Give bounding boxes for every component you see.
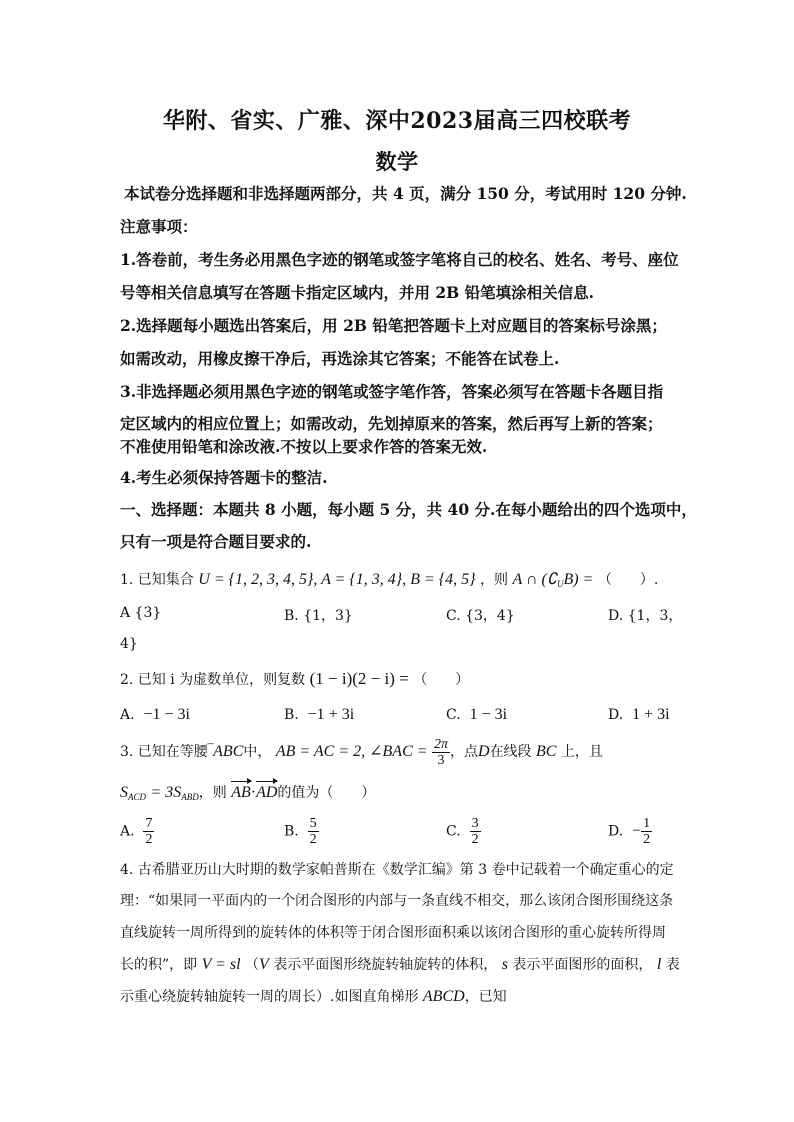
q3-frac-den: 3 xyxy=(437,752,445,768)
q1-option-a: A {3} xyxy=(120,605,162,621)
q3-d-den: 2 xyxy=(643,832,651,847)
q3-a-num: 7 xyxy=(145,816,153,831)
q2-text: 2. 已知 i 为虚数单位，则复数 xyxy=(120,672,306,688)
q1-expr-end: B) = xyxy=(563,571,594,588)
q1-option-d-cont: 4} xyxy=(120,636,138,652)
notice-heading: 注意事项： xyxy=(120,217,198,236)
q3-text5: 上，且 xyxy=(560,744,603,760)
q3-triangle: ‾ABC xyxy=(207,743,244,760)
q3-d-label: D. xyxy=(608,823,624,840)
notice-3c: 不准使用铅笔和涂改液.不按以上要求作答的答案无效. xyxy=(120,437,488,456)
q4-line-2: 理：“如果同一平面内的一个闭合图形的内部与一条直线不相交，那么该闭合图形围绕这条 xyxy=(120,893,674,909)
intro-line: 本试卷分选择题和非选择题两部分，共 4 页，满分 150 分，考试用时 120 分钟. xyxy=(124,184,687,203)
q3-eq: = 3S xyxy=(150,784,182,801)
q3-d-sign: − xyxy=(632,822,642,840)
q3-a-den: 2 xyxy=(145,832,153,847)
q3-s1-sub: ACD xyxy=(128,792,146,802)
q3-text: 3. 已知在等腰 xyxy=(120,744,208,760)
q4-l4d: 表示平面图形的面积， xyxy=(512,957,653,973)
q4-s: s xyxy=(501,956,508,973)
q4-line-3: 直线旋转一周所得到的旋转体的体积等于闭合图形面积乘以该闭合图形的重心旋转所得周 xyxy=(120,925,666,941)
notice-2b: 如需改动，用橡皮擦干净后，再选涂其它答案；不能答在试卷上. xyxy=(120,349,560,368)
q3-dot: · xyxy=(250,784,257,801)
q3-text3: ，点 xyxy=(450,744,478,760)
q3-condition: AB = AC = 2, ∠BAC = xyxy=(275,743,428,760)
question-1 xyxy=(120,569,680,595)
q4-l4e: 表 xyxy=(665,957,680,973)
q3-then: ，则 xyxy=(198,785,227,801)
q3-text2: 中， xyxy=(243,744,272,760)
q3-vector-ad: AD xyxy=(256,782,277,804)
q3-c-fraction xyxy=(470,816,481,847)
q3-b-fraction xyxy=(308,816,319,847)
q3-point: D xyxy=(478,743,490,760)
q3-c-den: 2 xyxy=(471,832,479,847)
q4-l4b: （ xyxy=(245,957,260,973)
q1-expr-sub: U xyxy=(557,579,564,589)
q3-d-num: 1 xyxy=(643,816,651,831)
question-3 xyxy=(120,734,680,770)
notice-2a: 2.选择题每小题选出答案后，用 2B 铅笔把答题卡上对应题目的答案标号涂黑； xyxy=(120,316,667,335)
q3-d-fraction xyxy=(641,816,652,847)
q1-option-d: D. {1，3， xyxy=(608,608,683,624)
q4-l4a: 长的积”，即 xyxy=(120,957,198,973)
q3-b-num: 5 xyxy=(309,816,317,831)
exam-title: 华附、省实、广雅、深中2023届高三四校联考 xyxy=(162,108,632,134)
section-heading-b: 只有一项是符合题目要求的. xyxy=(120,532,312,551)
q2-option-b-value: −1 + 3i xyxy=(307,706,355,723)
q3-angle-fraction xyxy=(432,737,450,768)
q3-vector-ab: AB xyxy=(231,782,251,804)
q3-a-label: A. xyxy=(120,823,135,840)
q4-l: l xyxy=(656,956,662,973)
q3-a-fraction xyxy=(143,816,154,847)
q4-line-5 xyxy=(120,986,680,1008)
q3-c-label: C. xyxy=(446,823,461,840)
section-heading-a: 一、选择题：本题共 8 小题，每小题 5 分，共 40 分.在每小题给出的四个选项中， xyxy=(120,500,697,519)
q2-expr: (1 − i)(2 − i) = xyxy=(309,669,409,688)
q2-option-a-value: −1 − 3i xyxy=(143,706,190,723)
q3-b-label: B. xyxy=(284,823,299,840)
q4-line-4 xyxy=(120,954,680,976)
subject-title: 数学 xyxy=(375,149,419,174)
q1-prefix: 1. 已知集合 xyxy=(120,572,194,588)
q3-option-d xyxy=(608,816,652,847)
question-2 xyxy=(120,668,680,691)
q4-l5a: 示重心绕旋转轴旋转一周的周长）.如图直角梯形 xyxy=(120,989,419,1005)
q3-text4: 在线段 xyxy=(489,744,532,760)
q2-option-a-label: A. xyxy=(120,707,135,723)
q2-option-c xyxy=(446,706,507,724)
q4-line-1: 4. 古希腊亚历山大时期的数学家帕普斯在《数学汇编》第 3 卷中记载着一个确定重心的定 xyxy=(120,862,674,878)
q1-blank: （ ）. xyxy=(597,572,659,588)
q2-option-d-value: 1 + 3i xyxy=(632,706,670,723)
notice-3b: 定区域内的相应位置上；如需改动，先划掉原来的答案，然后再写上新的答案； xyxy=(120,414,663,433)
q2-option-b xyxy=(284,706,354,724)
notice-1b: 号等相关信息填写在答题卡指定区域内，并用 2B 铅笔填涂相关信息. xyxy=(120,283,595,302)
question-3-line2 xyxy=(120,782,680,808)
q4-l4c: 表示平面图形绕旋转轴旋转的体积， xyxy=(273,957,498,973)
notice-1a: 1.答卷前，考生务必用黑色字迹的钢笔或签字笔将自己的校名、姓名、考号、座位 xyxy=(120,250,679,269)
q3-b-den: 2 xyxy=(309,832,317,847)
q1-sets: U = {1, 2, 3, 4, 5}, A = {1, 3, 4}, B = {4, 5} xyxy=(198,571,476,588)
q2-option-c-label: C. xyxy=(446,707,461,723)
q3-line2-end: 的值为（ ） xyxy=(277,785,376,801)
q2-option-c-value: 1 − 3i xyxy=(469,706,508,723)
q3-s2-sub: ABD xyxy=(181,792,199,802)
q3-option-a xyxy=(120,816,154,847)
q1-expr: A ∩ (∁ xyxy=(512,571,558,588)
notice-4: 4.考生必须保持答题卡的整洁. xyxy=(120,468,328,487)
q1-then: ，则 xyxy=(480,572,509,588)
q2-option-d xyxy=(608,706,670,724)
q1-option-c: C. {3，4} xyxy=(446,608,515,624)
q1-option-b: B. {1，3} xyxy=(284,608,353,624)
q2-option-d-label: D. xyxy=(608,707,624,723)
q2-blank: （ ） xyxy=(413,672,470,688)
q3-c-num: 3 xyxy=(471,816,479,831)
q3-option-c xyxy=(446,816,481,847)
q2-option-b-label: B. xyxy=(284,707,299,723)
q3-segment: BC xyxy=(536,743,557,760)
q2-option-a xyxy=(120,706,190,724)
q3-option-b xyxy=(284,816,319,847)
q3-frac-num: 2π xyxy=(433,736,448,752)
q3-s1: S xyxy=(120,784,128,801)
q4-abcd: ABCD xyxy=(422,988,465,1005)
q4-v: V xyxy=(259,956,269,973)
q4-formula: V = sl xyxy=(201,956,241,973)
notice-3a: 3.非选择题必须用黑色字迹的钢笔或签字笔作答，答案必须写在答题卡各题目指 xyxy=(120,382,664,401)
q4-l5b: ，已知 xyxy=(464,989,507,1005)
